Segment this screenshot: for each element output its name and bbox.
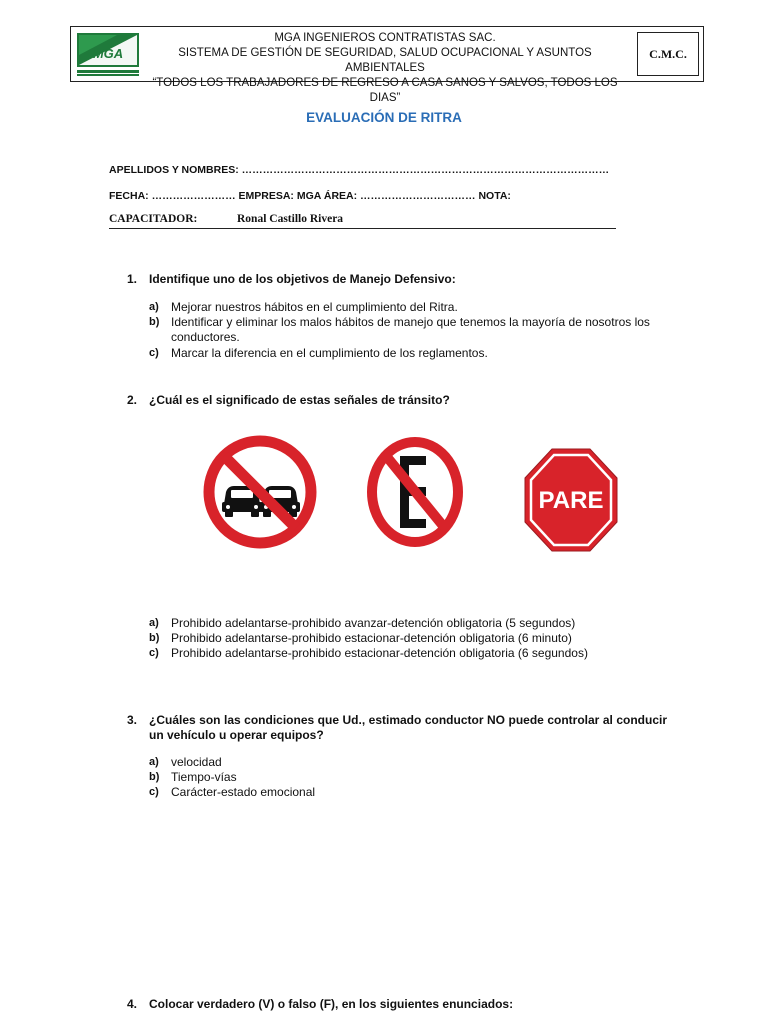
document-code: C.M.C. [637,32,699,76]
mga-logo [77,33,139,77]
slogan: “TODOS LOS TRABAJADORES DE REGRESO A CASA SANOS Y SALVOS, TODOS LOS DIAS” [152,77,618,104]
trainer-name: Ronal Castillo Rivera [237,213,344,225]
question-3 [127,713,667,743]
question-text: ¿Cuáles son las condiciones que Ud., estimado conductor NO puede controlar al conducir un vehículo u operar equipos? [149,713,667,742]
logo-text: MGA [92,46,124,61]
option-b: b) Prohibido adelantarse-prohibido estacionar-detención obligatoria (6 minuto) [149,631,572,646]
question-3-options [149,755,671,801]
question-1-options [149,300,671,361]
option-c: c) Carácter-estado emocional [149,785,316,800]
evaluation-title: EVALUACIÓN DE RITRA [306,110,462,125]
document-header [70,26,704,104]
date-company-area-field: FECHA: …………………… EMPRESA: MGA ÁREA: …………………………… NOTA: [109,190,511,202]
option-a: a) Prohibido adelantarse-prohibido avanzar-detención obligatoria (5 segundos) [149,616,576,630]
question-number: 3. [127,713,138,727]
option-c: c) Marcar la diferencia en el cumplimiento de los reglamentos. [149,345,488,360]
option-c: c) Prohibido adelantarse-prohibido estacionar-detención obligatoria (6 segundos) [149,646,588,661]
question-number: 2. [127,393,138,407]
question-text: ¿Cuál es el significado de estas señales de tránsito? [149,393,450,407]
option-b: b) Tiempo-vías [149,770,237,785]
no-overtaking-sign-icon [198,428,322,561]
stop-sign-icon [522,446,620,559]
company-name: MGA INGENIEROS CONTRATISTAS SAC. [274,32,496,44]
question-1 [127,272,667,287]
option-a: a) velocidad [149,755,222,769]
trainer-label: CAPACITADOR: [109,213,198,225]
question-2-options [149,616,671,662]
management-system: SISTEMA DE GESTIÓN DE SEGURIDAD, SALUD OCUPACIONAL Y ASUNTOS AMBIENTALES [178,47,592,74]
option-a: a) Mejorar nuestros hábitos en el cumplimiento del Ritra. [149,300,458,314]
no-parking-sign-icon [364,436,466,553]
option-b: b) Identificar y eliminar los malos hábitos de manejo que tenemos la mayoría de nosotros los conductores. [149,315,650,345]
stop-sign-label: PARE [538,487,604,514]
header-text [145,31,625,106]
question-number: 4. [127,997,138,1011]
question-text: Colocar verdadero (V) o falso (F), en los siguientes enunciados: [149,997,514,1011]
question-4 [127,997,667,1012]
question-2 [127,393,667,408]
info-divider [109,228,616,229]
question-text: Identifique uno de los objetivos de Manejo Defensivo: [149,272,456,286]
names-field: APELLIDOS Y NOMBRES: …………………………………………………………………………………………… [109,164,610,176]
question-number: 1. [127,272,138,286]
